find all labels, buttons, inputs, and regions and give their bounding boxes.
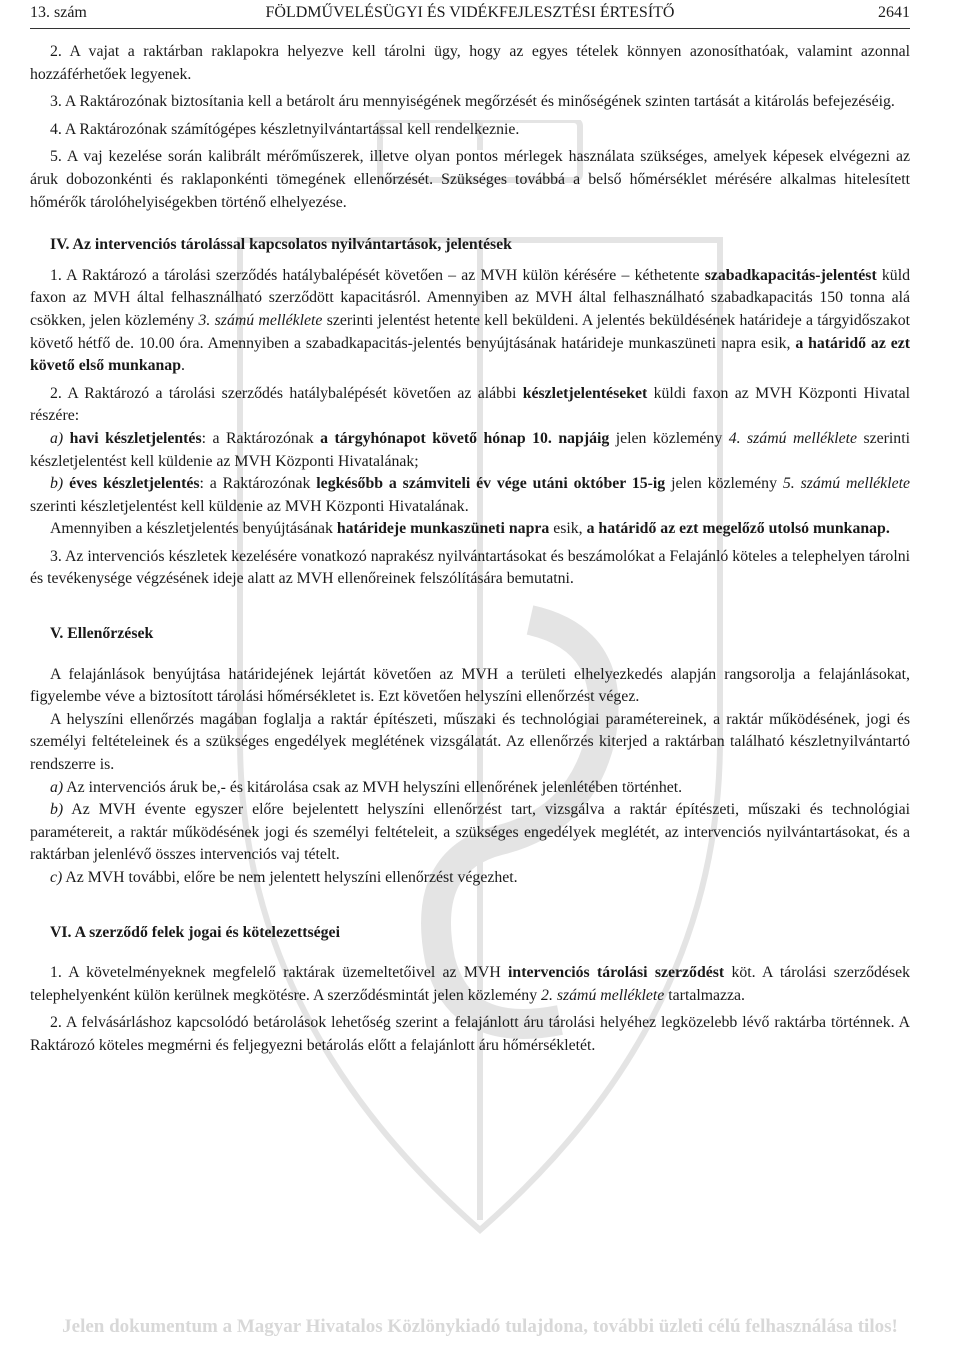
header-rule — [30, 28, 910, 29]
paragraph-stock-reports: 2. A Raktározó a tárolási szerződés hatálybalépését követően az alábbi készletjelentéseket küldi faxon az MVH Központi Hivatal részére: — [30, 384, 910, 425]
paragraph-storage-contract: 1. A követelményeknek megfelelő raktárak üzemeltetőivel az MVH intervenciós tárolási szerződést köt. A tárolási szerződések telephelyenként külön kerülnek megkötésre. A szerződésmintát jelen közlemény 2. számú melléklete tartalmazza. — [30, 964, 911, 1004]
paragraph-inventory-system: 4. A Raktározónak számítógépes készletnyilvántartással kell rendelkeznie. — [50, 120, 520, 138]
list-item-monthly-report: a) havi készletjelentés: a Raktározónak a tárgyhónapot követő hónap 10. napjáig jelen közlemény 4. számú melléklete szerinti készletjelentést kell küldenie az MVH Központi Hivatalának; — [30, 429, 910, 470]
page-number: 2641 — [878, 4, 910, 21]
ownership-notice: Jelen dokumentum a Magyar Hivatalos Közlönykiadó tulajdona, további üzleti célú felhasználása tilos! — [62, 1316, 898, 1337]
section-heading-vi: VI. A szerződő felek jogai és kötelezettségei — [50, 923, 340, 941]
paragraph-measuring-instruments: 5. A vaj kezelése során kalibrált mérőműszerek, illetve olyan pontos mérlegek használata szükséges, amelyek képesek elvégezni az áruk dobozonkénti és raklaponkénti tömegének ellenőrzését. Szükséges továbbá a belső hőmérséklet mérésére alkalmas hitelesített hőmérők tárolóhelyiségekben történő elhelyezése. — [30, 148, 910, 211]
issue-number: 13. szám — [30, 4, 87, 21]
list-item-check-b: b) Az MVH évente egyszer előre bejelentett helyszíni ellenőrzést tart, vizsgálva a raktár építészeti, műszaki és technológiai paramétereit, a raktár működésének jogi és személyi feltételeit, a szükséges engedélyek meglétét, az intervenciós nyilvántartásokat, és a raktárban jelenlévő összes intervenciós vaj tételt. — [30, 801, 910, 864]
list-item-annual-report: b) éves készletjelentés: a Raktározónak legkésőbb a számviteli év vége utáni október 15-ig jelen közlemény 5. számú melléklete szerinti készletjelentést kell küldenie az MVH Központi Hivatalának. — [30, 475, 910, 515]
paragraph-capacity-report: 1. A Raktározó a tárolási szerződés hatálybalépését követően – az MVH külön kérésére – kéthetente szabadkapacitás-jelentést küld faxon az MVH által felhasználható szerződött kapacitásról. Amennyiben az MVH által felhasználható szabadkapacitás 150 tonna alá csökken, jelen közlemény 3. számú melléklete szerinti jelentést hetente kell beküldeni. A jelentés beküldésének határideje a tárgyidőszakot követő hétfő de. 10.00 óra. Amennyiben a szabadkapacitás-jelentés benyújtásának határideje munkaszüneti napra esik, a határidő az ezt követő első munkanap. — [30, 266, 911, 375]
section-heading-iv: IV. Az intervenciós tárolással kapcsolatos nyilvántartások, jelentések — [50, 236, 512, 254]
list-item-check-a: a) Az intervenciós áruk be,- és kitárolása csak az MVH helyszíni ellenőrének jelenlétében történhet. — [50, 778, 683, 796]
paragraph-onsite-check: A helyszíni ellenőrzés magában foglalja a raktár építészeti, műszaki és technológiai paramétereinek, a raktár működésének, jogi és személyi feltételeinek és a szükséges engedélyek meglétének vizsgálatát. Az ellenőrzés kiterjed a raktárban található készletnyilvántartó rendszerre is. — [30, 710, 910, 774]
paragraph-quality-preservation: 3. A Raktározónak biztosítania kell a betárolt áru mennyiségének megőrzését és minőségének szinten tartását a kitárolás befejezéséig. — [50, 93, 895, 111]
paragraph-records-keeping: 3. Az intervenciós készletek kezelésére vonatkozó naprakész nyilvántartásokat és beszámolókat a Felajánló köteles a telephelyen tárolni és tevékenysége végzésének ideje alatt az MVH ellenőreinek felszólítására bemutatni. — [30, 547, 910, 588]
paragraph-deadline-holiday: Amennyiben a készletjelentés benyújtásának határideje munkaszüneti napra esik, a határidő az ezt megelőző utolsó munkanap. — [50, 520, 890, 538]
section-heading-v: V. Ellenőrzések — [50, 625, 154, 643]
page-header — [30, 4, 910, 26]
list-item-check-c: c) Az MVH további, előre be nem jelentett helyszíni ellenőrzést végezhet. — [50, 869, 518, 886]
paragraph-storage-pallets: 2. A vajat a raktárban raklapokra helyezve kell tárolni ügy, hogy az egyes tételek könnyen azonosíthatóak, valamint azonnal hozzáférhetőek legyenek. — [30, 43, 910, 83]
paragraph-ranking: A felajánlások benyújtása határidejének lejártát követően az MVH a területi elhelyezkedés alapján rangsorolja a felajánlásokat, figyelembe véve a biztosított tárolási hőmérsékletet is. Ezt követően helyszíni ellenőrzést végez. — [30, 665, 910, 706]
paragraph-nearest-warehouse: 2. A felvásárláshoz kapcsolódó betárolások lehetőség szerint a felajánlott áru tárolási helyéhez legközelebb lévő raktárba történnek. A Raktározó köteles megmérni és feljegyezni betárolás előtt a felajánlott áru hőmérsékletét. — [30, 1014, 910, 1054]
document-body — [30, 41, 910, 1058]
publication-title: FÖLDMŰVELÉSÜGYI ÉS VIDÉKFEJLESZTÉSI ÉRTESÍTŐ — [265, 4, 675, 21]
